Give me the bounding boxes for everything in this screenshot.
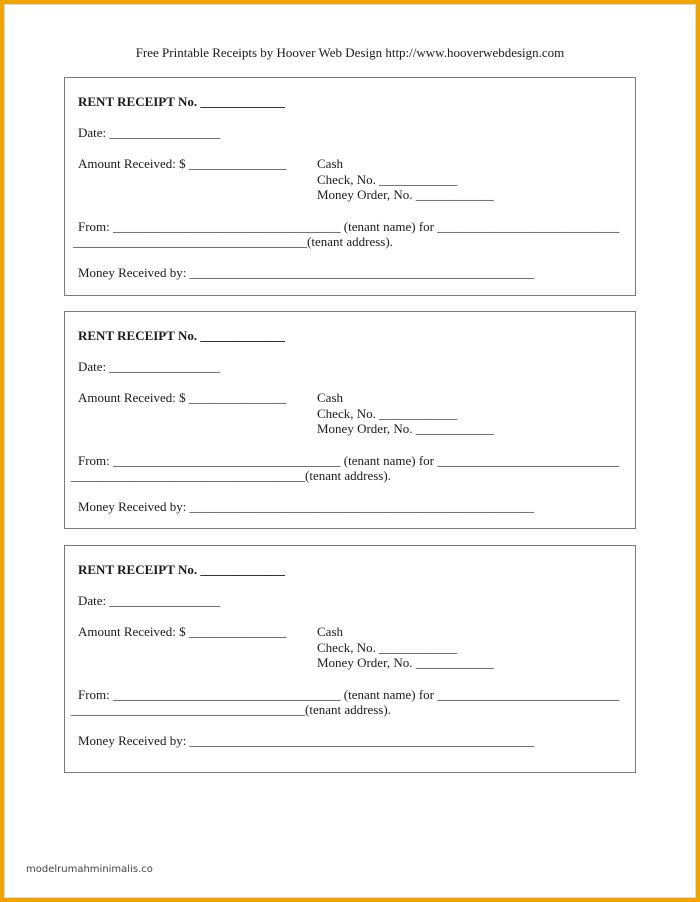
check-option: Check, No. ____________ [317,406,458,421]
received-by-line: Money Received by: _____________________________________________________ [78,733,535,748]
watermark-text: modelrumahminimalis.co [26,864,153,875]
received-by-line: Money Received by: _____________________________________________________ [78,265,535,280]
receipt-title: RENT RECEIPT No. _____________ [78,94,285,109]
amount-line: Amount Received: $ _______________ [78,156,287,171]
receipt-title: RENT RECEIPT No. _____________ [78,328,285,343]
receipt-box [64,311,636,529]
from-line: From: ___________________________________ (tenant name) for ____________________________ [78,219,620,234]
receipt-box [64,545,636,773]
check-option: Check, No. ____________ [317,172,458,187]
cash-option: Cash [317,390,343,405]
date-line: Date: _________________ [78,593,220,608]
money-order-option: Money Order, No. ____________ [317,187,494,202]
cash-option: Cash [317,156,343,171]
address-line: ____________________________________(tenant address). [73,234,393,249]
page-header: Free Printable Receipts by Hoover Web Design http://www.hooverwebdesign.com [135,45,565,60]
address-line: ____________________________________(tenant address). [71,702,391,717]
amount-line: Amount Received: $ _______________ [78,390,287,405]
receipt-title: RENT RECEIPT No. _____________ [78,562,285,577]
receipt-box [64,77,636,296]
cash-option: Cash [317,624,343,639]
date-line: Date: _________________ [78,359,220,374]
from-line: From: ___________________________________ (tenant name) for ____________________________ [78,687,620,702]
check-option: Check, No. ____________ [317,640,458,655]
from-line: From: ___________________________________ (tenant name) for ____________________________ [78,453,620,468]
money-order-option: Money Order, No. ____________ [317,655,494,670]
address-line: ____________________________________(tenant address). [71,468,391,483]
amount-line: Amount Received: $ _______________ [78,624,287,639]
date-line: Date: _________________ [78,125,220,140]
received-by-line: Money Received by: _____________________________________________________ [78,499,535,514]
money-order-option: Money Order, No. ____________ [317,421,494,436]
